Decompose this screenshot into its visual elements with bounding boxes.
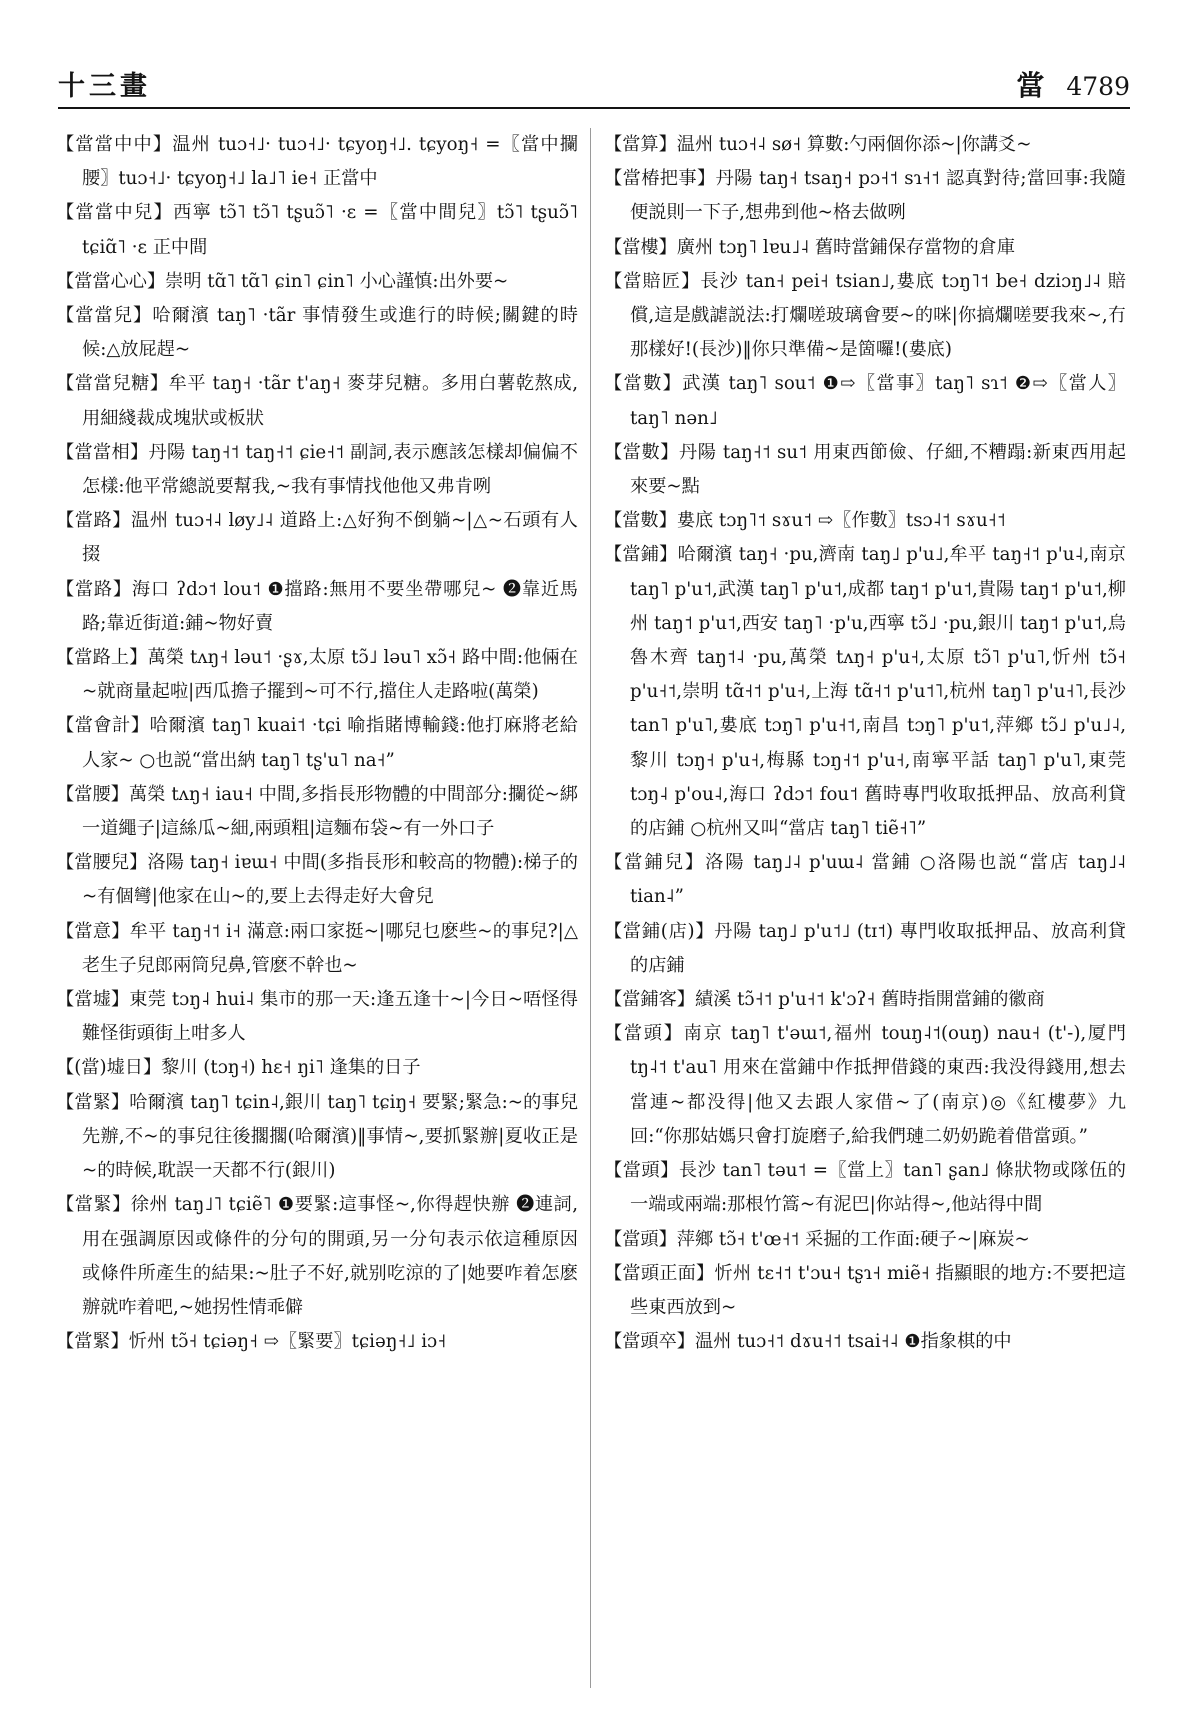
dictionary-entry: 【當腰兒】洛陽 taŋ˧ iɐɯ˧ 中間(多指長形和較高的物體):梯子的~有個彎|他家在山~的,要上去得走好大會兒 <box>56 852 578 908</box>
dictionary-entry: 【(當)墟日】黎川 (tɔŋ˧) hɛ˧ ŋi˥ 逢集的日子 <box>56 1057 421 1079</box>
page-number: 4789 <box>1066 72 1130 101</box>
dictionary-entry: 【當頭】萍鄉 tɔ̃˧ t'œ˧˦ 采掘的工作面:硬子~|麻炭~ <box>604 1228 1030 1250</box>
page-marker <box>1016 64 1130 104</box>
dictionary-entry: 【當當兒】哈爾濱 taŋ˥ ·tãr 事情發生或進行的時候;關鍵的時候:△放屁趕~ <box>56 305 578 361</box>
dictionary-entry: 【當路上】萬榮 tʌŋ˧ ləu˦ ·ʂɤ,太原 tɔ̃˩ ləu˥ xɔ̃˧ 路中間:他倆在~就商量起啦|西瓜擔子擺到~可不行,擋住人走路啦(萬榮) <box>56 647 578 703</box>
dictionary-entry: 【當鋪客】績溪 tɔ̃˧˦ p'u˧˦ k'ɔʔ˧ 舊時指開當鋪的徽商 <box>604 989 1045 1011</box>
dictionary-entry: 【當鋪】哈爾濱 taŋ˧ ·pu,濟南 taŋ˩ p'u˩,牟平 taŋ˧˦ p'u˨,南京 taŋ˥ p'u˦,武漢 taŋ˥ p'u˦,成都 taŋ˦ p'u˦,貴陽 taŋ˦ p'u˦,柳州 taŋ˦ p'u˦,西安 taŋ˥ ·p'u,西寧 tɔ̃˩ ·pu,銀川 taŋ˦ p'u˦,烏魯木齊 taŋ˦˨ ·pu,萬榮 tʌŋ˧ p'u˧,太原 tɔ̃˥ p'u˥,忻州 tɔ̃˧ p'u˧˦,崇明 tɑ̃˧˦ p'u˧,上海 tɑ̃˧˦ p'u˦˥,杭州 taŋ˥ p'u˧˥,長沙 tan˥ p'u˥,婁底 tɔŋ˥ p'u˧˦,南昌 tɔŋ˥ p'u˦,萍鄉 tɔ̃˩ p'u˩˨,黎川 tɔŋ˧ p'u˧,梅縣 tɔŋ˧˦ p'u˧,南寧平話 taŋ˥ p'u˥,東莞 tɔŋ˨ p'ou˨,海口 ʔdɔ˦ fou˦ 舊時專門收取抵押品、放高利貸的店鋪 ○杭州又叫“當店 taŋ˥ tiẽ˧˥” <box>604 544 1126 840</box>
dictionary-entry: 【當緊】徐州 taŋ˩˥ tɕiẽ˥ ❶要緊:這事怪~,你得趕快辦 ❷連詞,用在强調原因或條件的分句的開頭,另一分句表示依這種原因或條件所產生的結果:~肚子不好,就别吃涼的了|她要咋着怎麽辦就咋着吧,~她拐性情乖僻 <box>56 1194 578 1318</box>
header-rule <box>58 107 1130 109</box>
dictionary-entry: 【當頭】南京 taŋ˥ t'əɯ˦,福州 touŋ˨˦(ouŋ) nau˧ (t'-),厦門 tŋ˨˦ t'au˥ 用來在當鋪中作抵押借錢的東西:我没得錢用,想去當連~都没得|他又去跟人家借~了(南京)◎《紅樓夢》九回:“你那姑媽只會打旋磨子,給我們璉二奶奶跪着借當頭。” <box>604 1023 1126 1147</box>
right-column <box>604 128 1126 1688</box>
dictionary-entry: 【當緊】忻州 tɔ̃˧ tɕiəŋ˧ ⇨〖緊要〗tɕiəŋ˧˩ iɔ˧ <box>56 1331 447 1353</box>
dictionary-entry: 【當數】武漢 taŋ˥ sou˦ ❶⇨〖當事〗taŋ˥ sɿ˦ ❷⇨〖當人〗taŋ˥ nən˩ <box>604 373 1126 429</box>
column-divider <box>590 128 591 1688</box>
dictionary-entry: 【當頭】長沙 tan˥ təu˦ =〖當上〗tan˥ ʂan˩ 條狀物或隊伍的一端或兩端:那根竹篙~有泥巴|你站得~,他站得中間 <box>604 1160 1126 1216</box>
dictionary-entry: 【當鋪兒】洛陽 taŋ˩˨ p'uɯ˨ 當鋪 ○洛陽也説“當店 taŋ˩˨ tian˨” <box>604 852 1126 908</box>
dictionary-entry: 【當算】温州 tuɔ˧˨ sø˧ 算數:勺兩個你添~|你講爻~ <box>604 134 1032 155</box>
left-column <box>56 128 578 1688</box>
dictionary-entry: 【當當相】丹陽 taŋ˧˦ taŋ˧˦ ɕie˧˦ 副詞,表示應該怎樣却偏偏不怎樣:他平常總説要幫我,~我有事情找他他又弗肯咧 <box>56 441 578 498</box>
dictionary-entry: 【當腰】萬榮 tʌŋ˧ iau˧ 中間,多指長形物體的中間部分:攔從~綁一道繩子|這絲瓜~細,兩頭粗|這麵布袋~有一外口子 <box>56 783 578 840</box>
dictionary-entry: 【當數】丹陽 taŋ˧˦ su˦ 用東西節儉、仔細,不糟蹋:新東西用起來要~點 <box>604 441 1126 498</box>
page-header <box>58 58 1130 102</box>
dictionary-entry: 【當鋪(店)】丹陽 taŋ˩ p'u˦˩ (tɪ˦) 專門收取抵押品、放高利貸的店鋪 <box>604 920 1126 976</box>
dictionary-entry: 【當數】婁底 tɔŋ˥˦ sɤu˦ ⇨〖作數〗tsɔ˨˦ sɤu˧˦ <box>604 510 1006 532</box>
dictionary-entry: 【當當中中】温州 tuɔ˧˩· tuɔ˧˩· tɕyoŋ˧˩. tɕyoŋ˧ =〖當中攔腰〗tuɔ˧˩· tɕyoŋ˧˩ la˩˥ ie˧ 正當中 <box>56 134 578 190</box>
dictionary-entry: 【當當心心】崇明 tɑ̃˥ tɑ̃˥ ɕin˥ ɕin˥ 小心謹慎:出外要~ <box>56 270 509 292</box>
dictionary-entry: 【當樓】廣州 tɔŋ˥ lɐu˩˨ 舊時當鋪保存當物的倉庫 <box>604 236 1016 258</box>
dictionary-entry: 【當墟】東莞 tɔŋ˨ hui˨ 集市的那一天:逢五逢十~|今日~唔怪得難怪街頭街上咁多人 <box>56 989 578 1045</box>
dictionary-entry: 【當頭正面】忻州 tɛ˧˦ t'ɔu˧ tʂɿ˧ miẽ˧ 指顯眼的地方:不要把這些東西放到~ <box>604 1262 1126 1318</box>
dictionary-entry: 【當路】温州 tuɔ˧˨ løy˩˨ 道路上:△好狗不倒躺~|△~石頭有人掇 <box>56 510 578 566</box>
dictionary-entry: 【當賠匠】長沙 tan˧ pei˧ tsian˩,婁底 tɔŋ˥˦ be˧ dziɔŋ˩˨ 賠償,這是戲謔説法:打爛嗟玻璃會要~的咪|你搞爛嗟要我來~,冇那樣好!(長沙)‖你只準備~是箇囉!(婁底) <box>604 270 1126 361</box>
dictionary-entry: 【當當中兒】西寧 tɔ̃˥ tɔ̃˥ tʂuɔ̃˥ ·ɛ =〖當中間兒〗tɔ̃˥ tʂuɔ̃˥ tɕiɑ̃˥ ·ɛ 正中間 <box>56 202 578 258</box>
dictionary-entry: 【當椿把事】丹陽 taŋ˧ tsaŋ˧ pɔ˧˦ sɿ˧˦ 認真對待;當回事:我隨便説則一下子,想弗到他~格去做咧 <box>604 168 1126 224</box>
dictionary-entry: 【當緊】哈爾濱 taŋ˥ tɕin˨,銀川 taŋ˥ tɕiŋ˧ 要緊;緊急:~的事兒先辦,不~的事兒往後擱擱(哈爾濱)‖事情~,要抓緊辦|夏收正是~的時候,耽誤一天都不行(銀川) <box>56 1091 578 1182</box>
dictionary-entry: 【當頭卒】温州 tuɔ˧˦ dɤu˧˦ tsai˧˨ ❶指象棋的中 <box>604 1331 1012 1353</box>
dictionary-entry: 【當會計】哈爾濱 taŋ˥ kuai˦ ·tɕi 喻指賭博輸錢:他打麻將老給人家~ ○也説“當出納 taŋ˥ tʂ'u˥ na˧” <box>56 715 578 771</box>
dictionary-entry: 【當當兒糖】牟平 taŋ˧ ·tãr t'aŋ˧ 麥芽兒糖。多用白薯乾熬成,用細綫裁成塊狀或板狀 <box>56 373 578 429</box>
header-character: 當 <box>1016 69 1045 102</box>
dictionary-entry: 【當路】海口 ʔdɔ˦ lou˦ ❶擋路:無用不要坐帶哪兒~ ❷靠近馬路;靠近街道:鋪~物好賣 <box>56 578 578 634</box>
section-title: 十三畫 <box>58 71 151 102</box>
dictionary-entry: 【當意】牟平 taŋ˧˦ i˧ 滿意:兩口家挺~|哪兒乜麽些~的事兒?|△老生子兒郎兩筒兒鼻,管麽不幹也~ <box>56 920 578 976</box>
